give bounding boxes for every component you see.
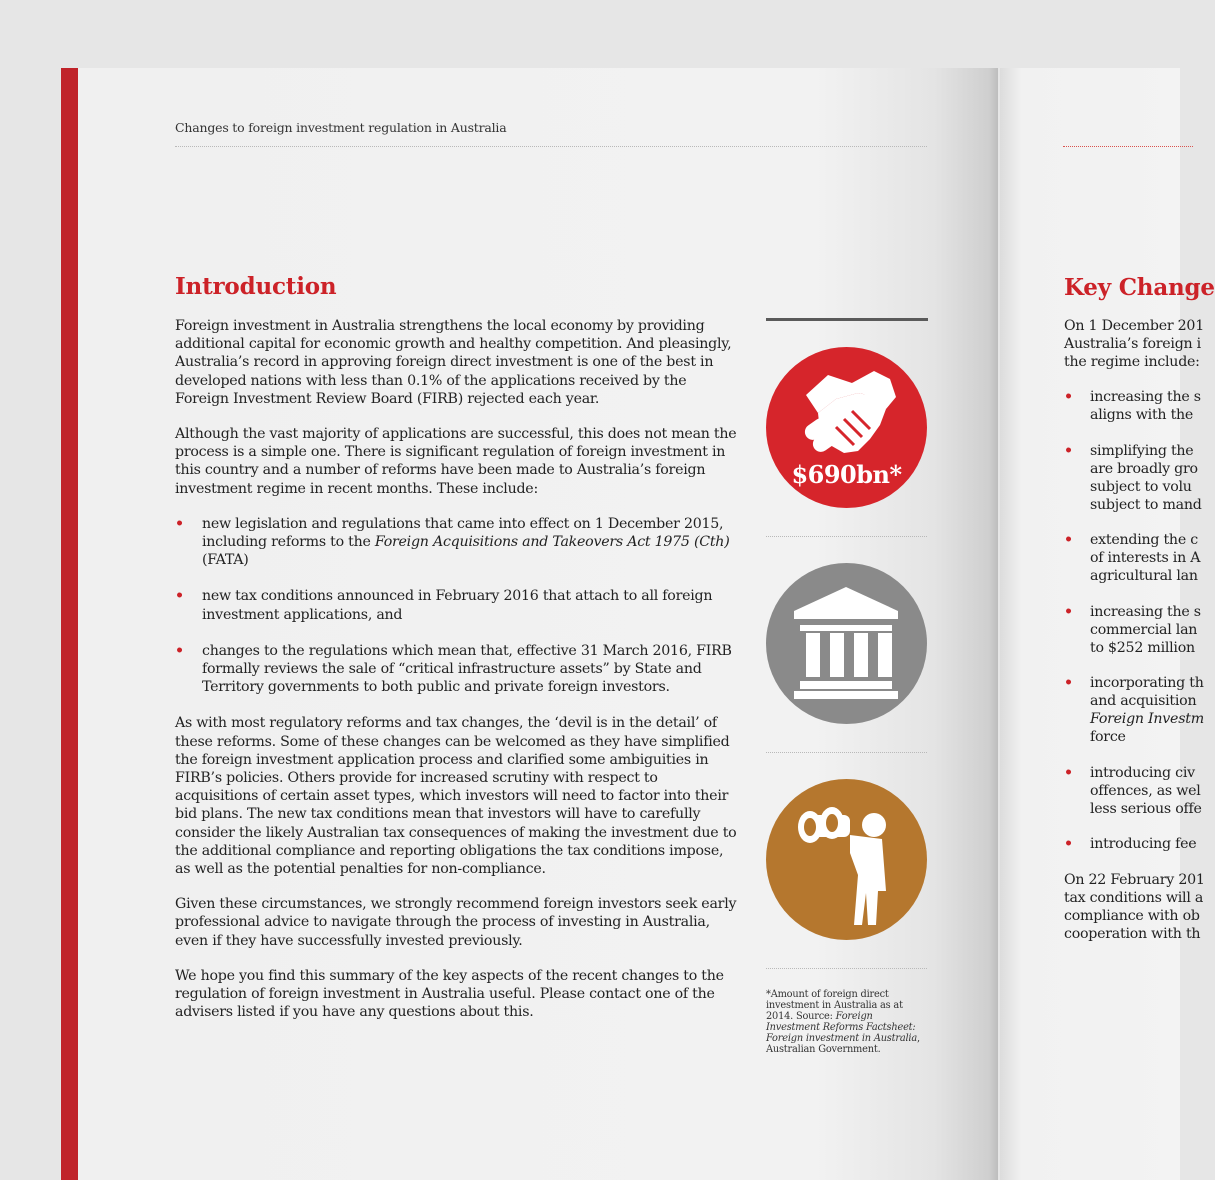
list-item: • new legislation and regulations that came into effect on 1 December 2015, including reforms to the Foreign Acquisitions and Takeovers Act 1975 (Cth) (FATA) (175, 515, 730, 569)
right-tail-line: compliance with ob (1064, 908, 1200, 924)
right-tail-line: tax conditions will a (1064, 890, 1204, 906)
fdi-amount-badge (766, 347, 927, 508)
right-tail-line: On 22 February 201 (1064, 872, 1205, 888)
bullet-icon: • (1064, 532, 1073, 548)
bullet-icon: • (1064, 765, 1073, 781)
paragraph-3: As with most regulatory reforms and tax changes, the ‘devil is in the detail’ of these reforms. Some of these changes can be welcomed as they have simplified the foreign investment application process and clarified some ambiguities in FIRB’s policies. Others provide for increased scrutiny with respect to acquisitions of certain asset types, which investors will need to factor into their bid plans. The new tax conditions mean that investors will have to carefully consider the likely Australian tax consequences of making the investment due to the additional compliance and reporting obligations the tax conditions impose, as well as the potential penalties for non-compliance. (175, 715, 737, 878)
paragraph-2: Although the vast majority of applications are successful, this does not mean the process is a simple one. There is significant regulation of foreign investment in this country and a number of reforms have been made to Australia’s foreign investment regime in recent months. These include: (175, 426, 737, 497)
fdi-amount-label: $690bn* (791, 460, 902, 489)
bullet-icon: • (1064, 389, 1073, 405)
due-diligence-badge (766, 779, 927, 940)
sidebar-dotted-rule (766, 752, 927, 753)
list-item: • new tax conditions announced in February 2016 that attach to all foreign investment applications, and (175, 588, 713, 623)
binoculars-person-icon (766, 779, 927, 940)
introduction-body (175, 317, 740, 1039)
bullet-icon: • (1064, 675, 1073, 691)
sidebar-dotted-rule (766, 536, 927, 537)
right-tail-line: cooperation with th (1064, 926, 1201, 942)
section-heading-key-changes: Key Change (1064, 274, 1215, 301)
paragraph-1: Foreign investment in Australia strengthens the local economy by providing additional capital for economic growth and healthy competition. And pleasingly, Australia’s record in approving foreign direct investment is one of the best in developed nations with less than 0.1% of the applications received by the Foreign Investment Review Board (FIRB) rejected each year. (175, 318, 732, 407)
government-badge (766, 563, 927, 724)
right-page: Key Change On 1 December 201 Australia’s foreign i the regime include: • increasing the s aligns with the • simplifying the are broadly gro subject to volu subject to mand • extending the c of interests in A agricultural lan • increasing the s commercial lan to $252 million • incorporating th and acquisition Foreign Investm force • introducing civ offences, as wel less serious offe • introducing fee On 22 February 201 tax conditions will a compliance with ob cooperation with th (1000, 68, 1180, 1180)
left-page (78, 68, 998, 1180)
right-header-dotted-rule (1063, 146, 1193, 147)
sidebar-dotted-rule (766, 968, 927, 969)
sidebar-footnote: *Amount of foreign direct investment in Australia as at 2014. Source: Foreign Investment Reforms Factsheet: Foreign investment in Australia, Australian Government. (766, 989, 920, 1055)
bullet-icon: • (175, 515, 184, 532)
government-building-icon (766, 563, 927, 724)
running-header: Changes to foreign investment regulation in Australia (175, 120, 507, 135)
sidebar-top-rule (766, 318, 928, 321)
bullet-icon: • (175, 588, 184, 605)
header-dotted-rule (175, 146, 927, 147)
book-spine-red-edge (61, 68, 78, 1180)
bullet-icon: • (1064, 443, 1073, 459)
bullet-icon: • (1064, 604, 1073, 620)
section-heading-introduction: Introduction (175, 273, 337, 300)
bullet-icon: • (1064, 836, 1073, 852)
list-item: • changes to the regulations which mean that, effective 31 March 2016, FIRB formally reviews the sale of “critical infrastructure assets” by State and Territory governments to both public and private foreign investors. (175, 642, 732, 696)
reforms-list (175, 515, 740, 697)
bullet-icon: • (175, 642, 184, 659)
right-intro-line: Australia’s foreign i (1064, 336, 1201, 352)
paragraph-5: We hope you find this summary of the key aspects of the recent changes to the regulation of foreign investment in Australia useful. Please contact one of the advisers listed if you have any questions about this. (175, 967, 724, 1021)
paragraph-4: Given these circumstances, we strongly recommend foreign investors seek early professional advice to navigate through the process of investing in Australia, even if they have successfully invested previously. (175, 896, 737, 949)
right-intro-line: On 1 December 201 (1064, 318, 1204, 334)
right-intro-line: the regime include: (1064, 354, 1200, 370)
